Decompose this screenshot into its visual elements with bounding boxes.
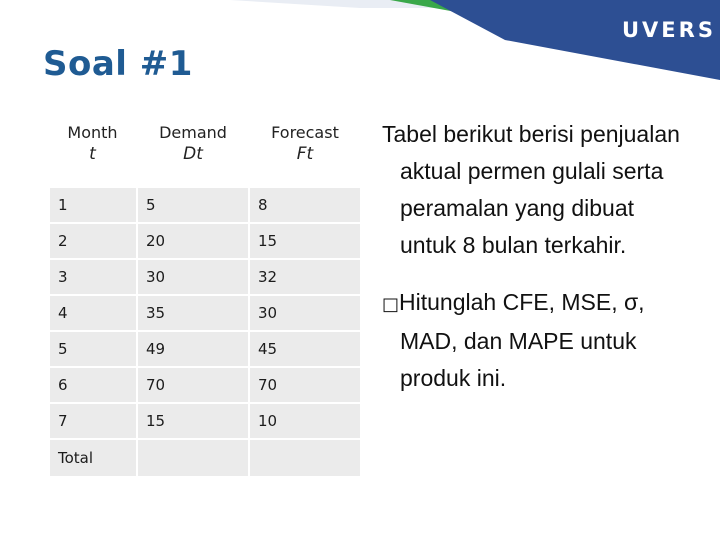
cell-month: 3 [49,259,137,295]
header-symbol: Ft [296,144,314,164]
forecast-table [48,110,362,478]
cell-demand: 15 [137,403,249,439]
task-text: Hitunglah CFE, MSE, σ, MAD, dan MAPE untuk produk ini. [399,289,645,391]
header-demand [137,110,249,187]
header-month [49,110,137,187]
slide-title: Soal #1 [43,44,193,84]
task-bullet [382,284,682,397]
cell-month: 5 [49,331,137,367]
table-row [49,187,361,223]
header-label: Month [67,123,118,142]
cell-forecast: 45 [249,331,361,367]
cell-month: 1 [49,187,137,223]
cell-demand: 20 [137,223,249,259]
cell-demand: 49 [137,331,249,367]
checkbox-bullet-icon: □ [382,294,400,315]
table-row [49,367,361,403]
cell-demand: 70 [137,367,249,403]
table-row [49,223,361,259]
description-block [382,116,682,397]
header-label: Demand [159,123,227,142]
table-row [49,295,361,331]
table-header-row [49,110,361,187]
uvers-logo: UVERS [622,18,716,42]
cell-month: 4 [49,295,137,331]
cell-demand: 5 [137,187,249,223]
cell-total-demand [137,439,249,477]
cell-total-forecast [249,439,361,477]
cell-forecast: 32 [249,259,361,295]
table-row [49,259,361,295]
cell-month: 2 [49,223,137,259]
cell-forecast: 8 [249,187,361,223]
cell-forecast: 70 [249,367,361,403]
cell-forecast: 15 [249,223,361,259]
cell-demand: 35 [137,295,249,331]
header-symbol: t [89,144,96,164]
cell-month: 6 [49,367,137,403]
header-forecast [249,110,361,187]
cell-total-label: Total [49,439,137,477]
cell-month: 7 [49,403,137,439]
table-total-row [49,439,361,477]
cell-demand: 30 [137,259,249,295]
cell-forecast: 10 [249,403,361,439]
header-label: Forecast [271,123,339,142]
header-symbol: Dt [183,144,203,164]
table-row [49,403,361,439]
table-row [49,331,361,367]
description-paragraph: Tabel berikut berisi penjualan aktual permen gulali serta peramalan yang dibuat untuk 8 bulan terkahir. [382,121,680,258]
cell-forecast: 30 [249,295,361,331]
